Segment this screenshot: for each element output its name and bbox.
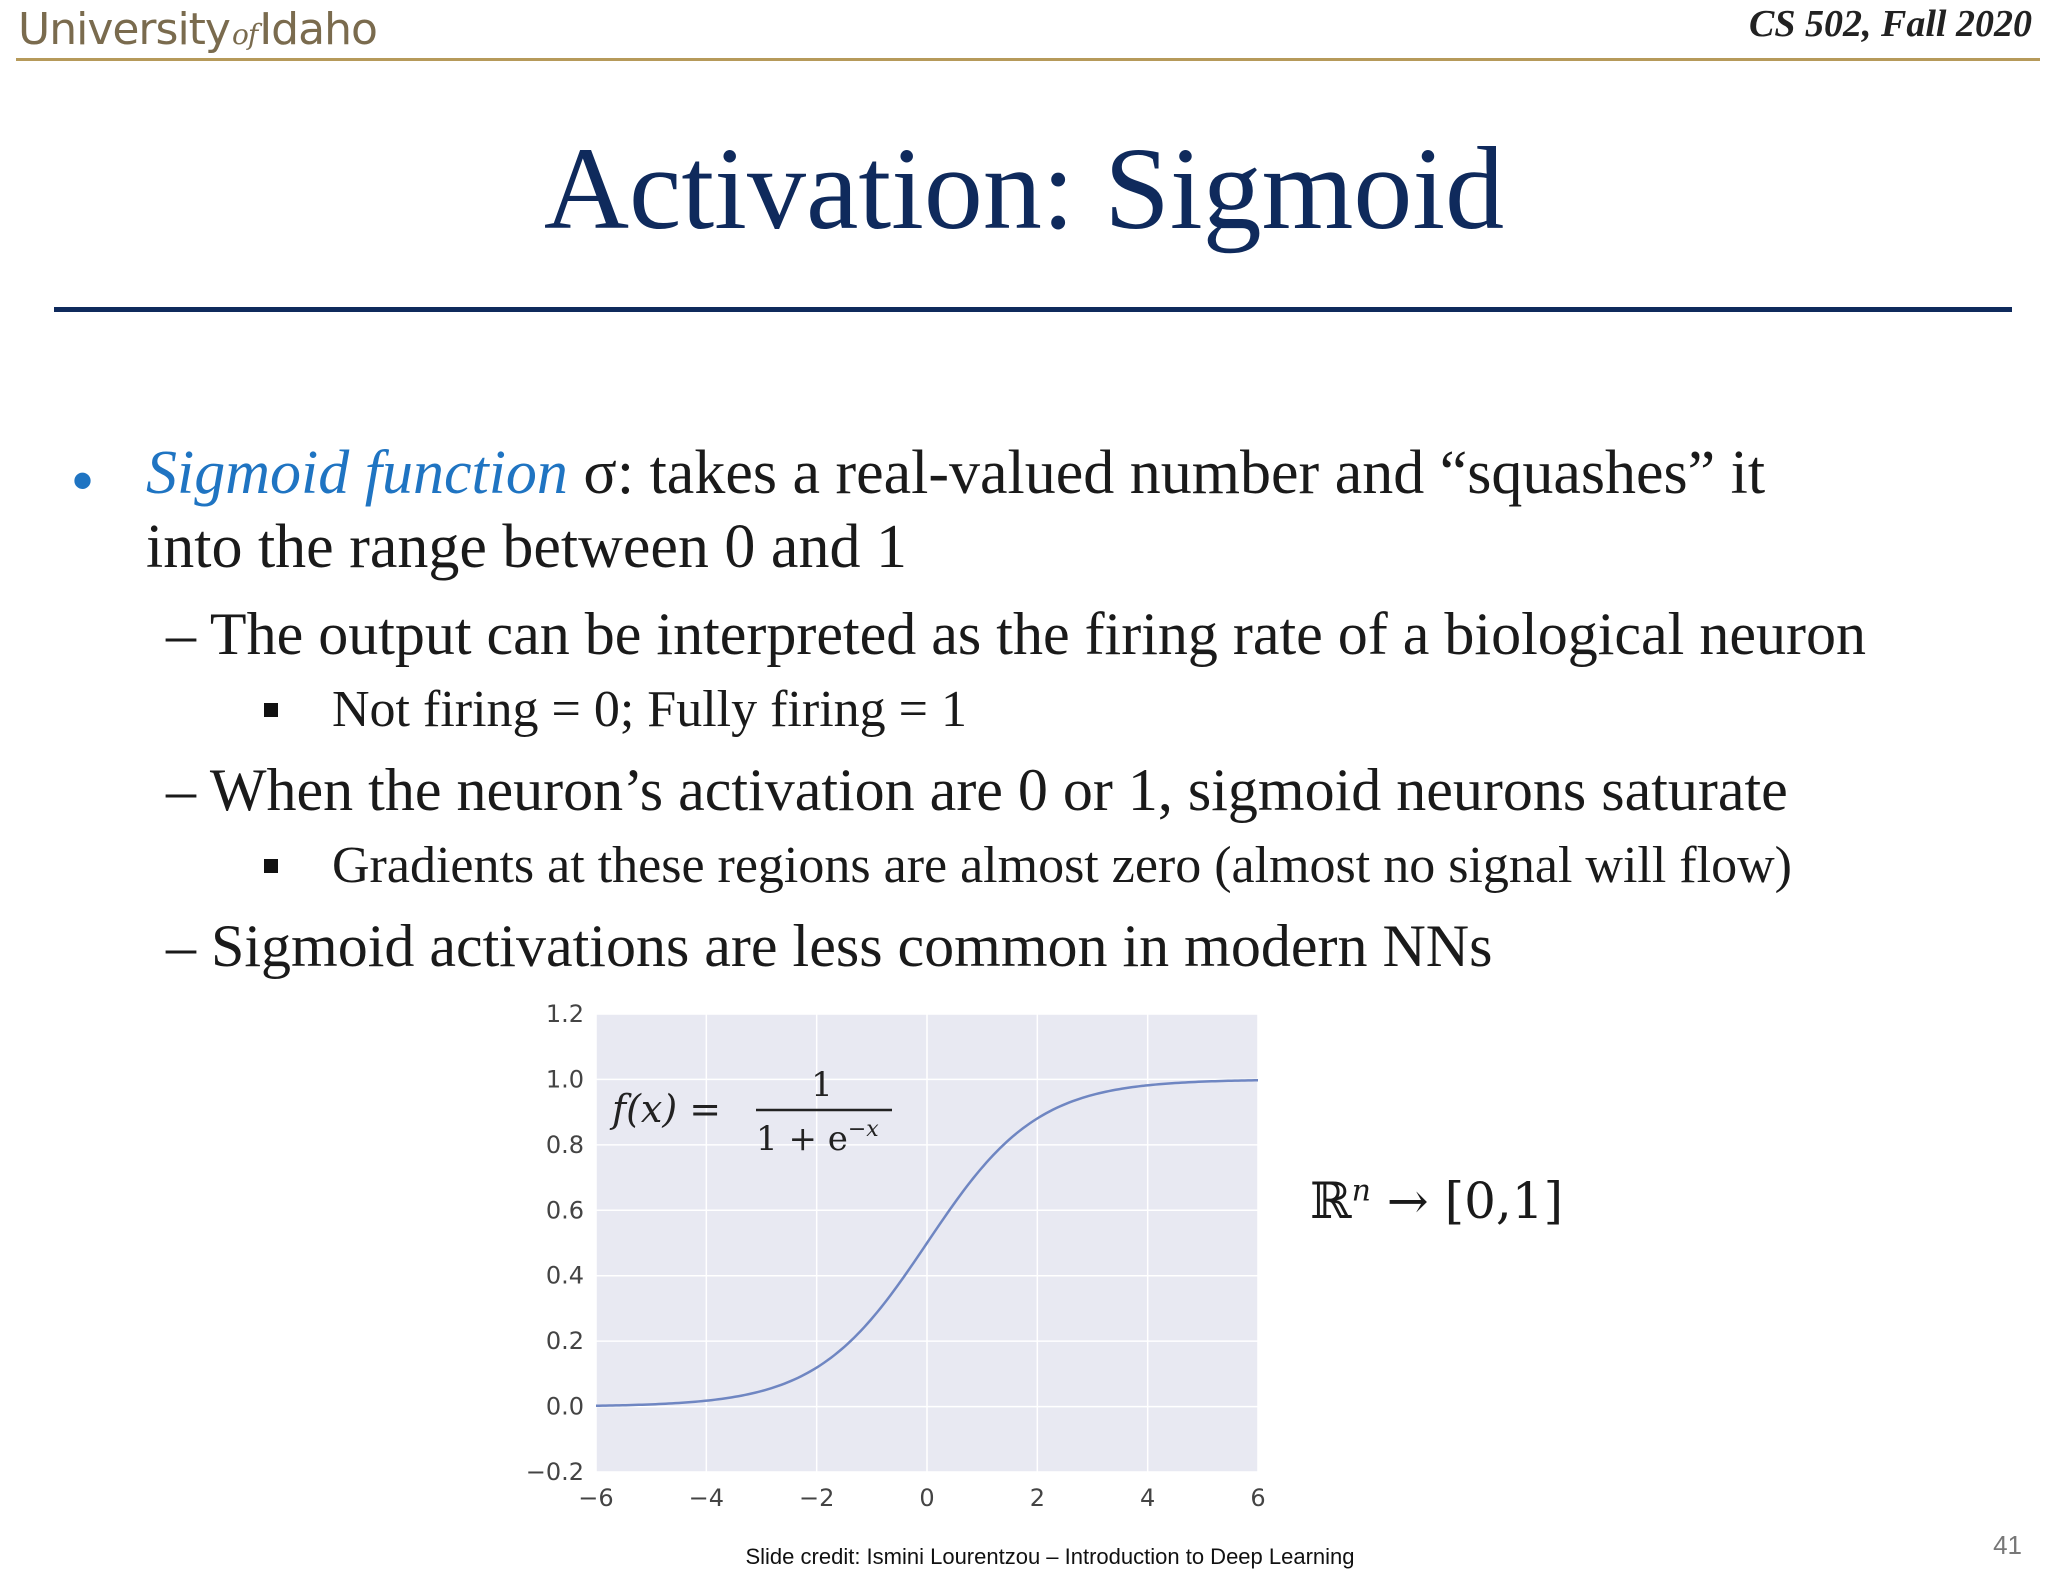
logo-text-university: University xyxy=(18,4,230,55)
formula-numerator: 1 xyxy=(811,1065,833,1105)
logo-text-of: of xyxy=(231,18,258,51)
x-tick-label: 6 xyxy=(1250,1484,1266,1512)
domain-range-mapping xyxy=(1310,1172,1563,1230)
sub-bullet-1: – The output can be interpreted as the firing rate of a biological neuron xyxy=(166,601,1866,667)
y-axis-ticks xyxy=(526,1000,584,1486)
formula-denominator-base: 1 + e xyxy=(756,1119,848,1159)
bullet-1-continuation: into the range between 0 and 1 xyxy=(146,513,907,581)
y-tick-label: 1.0 xyxy=(545,1065,584,1094)
header-divider xyxy=(16,58,2040,61)
y-tick-label: 0.0 xyxy=(545,1392,584,1421)
mapping-base: ℝ xyxy=(1310,1172,1352,1230)
bullet-1-text: σ: takes a real-valued number and “squashes” it xyxy=(567,439,1766,507)
bullet-dot: • xyxy=(72,447,94,514)
mapping-rest: → [0,1] xyxy=(1370,1172,1564,1230)
y-tick-label: 1.2 xyxy=(545,1000,584,1028)
y-tick-label: 0.6 xyxy=(545,1196,584,1225)
square-bullet-icon xyxy=(264,703,278,717)
formula-exponent: −x xyxy=(847,1117,879,1142)
square-bullet-icon xyxy=(264,859,278,873)
course-label: CS 502, Fall 2020 xyxy=(1749,3,2032,45)
y-tick-label: −0.2 xyxy=(525,1458,584,1486)
x-tick-label: 4 xyxy=(1140,1484,1156,1512)
slide-title: Activation: Sigmoid xyxy=(543,123,1505,254)
sub-sub-bullet-2: Gradients at these regions are almost zero (almost no signal will flow) xyxy=(332,837,1792,894)
x-tick-label: −4 xyxy=(688,1484,725,1512)
y-tick-label: 0.2 xyxy=(545,1327,584,1356)
title-divider xyxy=(54,307,2012,312)
slide-credit: Slide credit: Ismini Lourentzou – Introduction to Deep Learning xyxy=(745,1544,1355,1569)
x-tick-label: −2 xyxy=(798,1484,835,1512)
page-number: 41 xyxy=(1993,1530,2022,1560)
sigmoid-term: Sigmoid function xyxy=(146,439,568,507)
x-axis-ticks xyxy=(578,1484,1265,1512)
sub-bullet-3: – Sigmoid activations are less common in modern NNs xyxy=(166,913,1493,979)
university-logo xyxy=(18,4,377,55)
mapping-superscript: n xyxy=(1351,1173,1371,1209)
sub-bullet-2: – When the neuron’s activation are 0 or 1, sigmoid neurons saturate xyxy=(166,757,1788,823)
x-tick-label: 2 xyxy=(1029,1484,1045,1512)
sigmoid-chart xyxy=(520,992,1280,1532)
y-tick-label: 0.4 xyxy=(545,1261,584,1290)
y-tick-label: 0.8 xyxy=(545,1130,584,1159)
bullet-1 xyxy=(146,438,1765,509)
logo-text-idaho: Idaho xyxy=(259,4,377,55)
formula-lhs: f(x) = xyxy=(612,1087,722,1131)
x-tick-label: −6 xyxy=(578,1484,614,1512)
x-tick-label: 0 xyxy=(919,1484,935,1512)
sub-sub-bullet-1: Not firing = 0; Fully firing = 1 xyxy=(332,681,967,738)
